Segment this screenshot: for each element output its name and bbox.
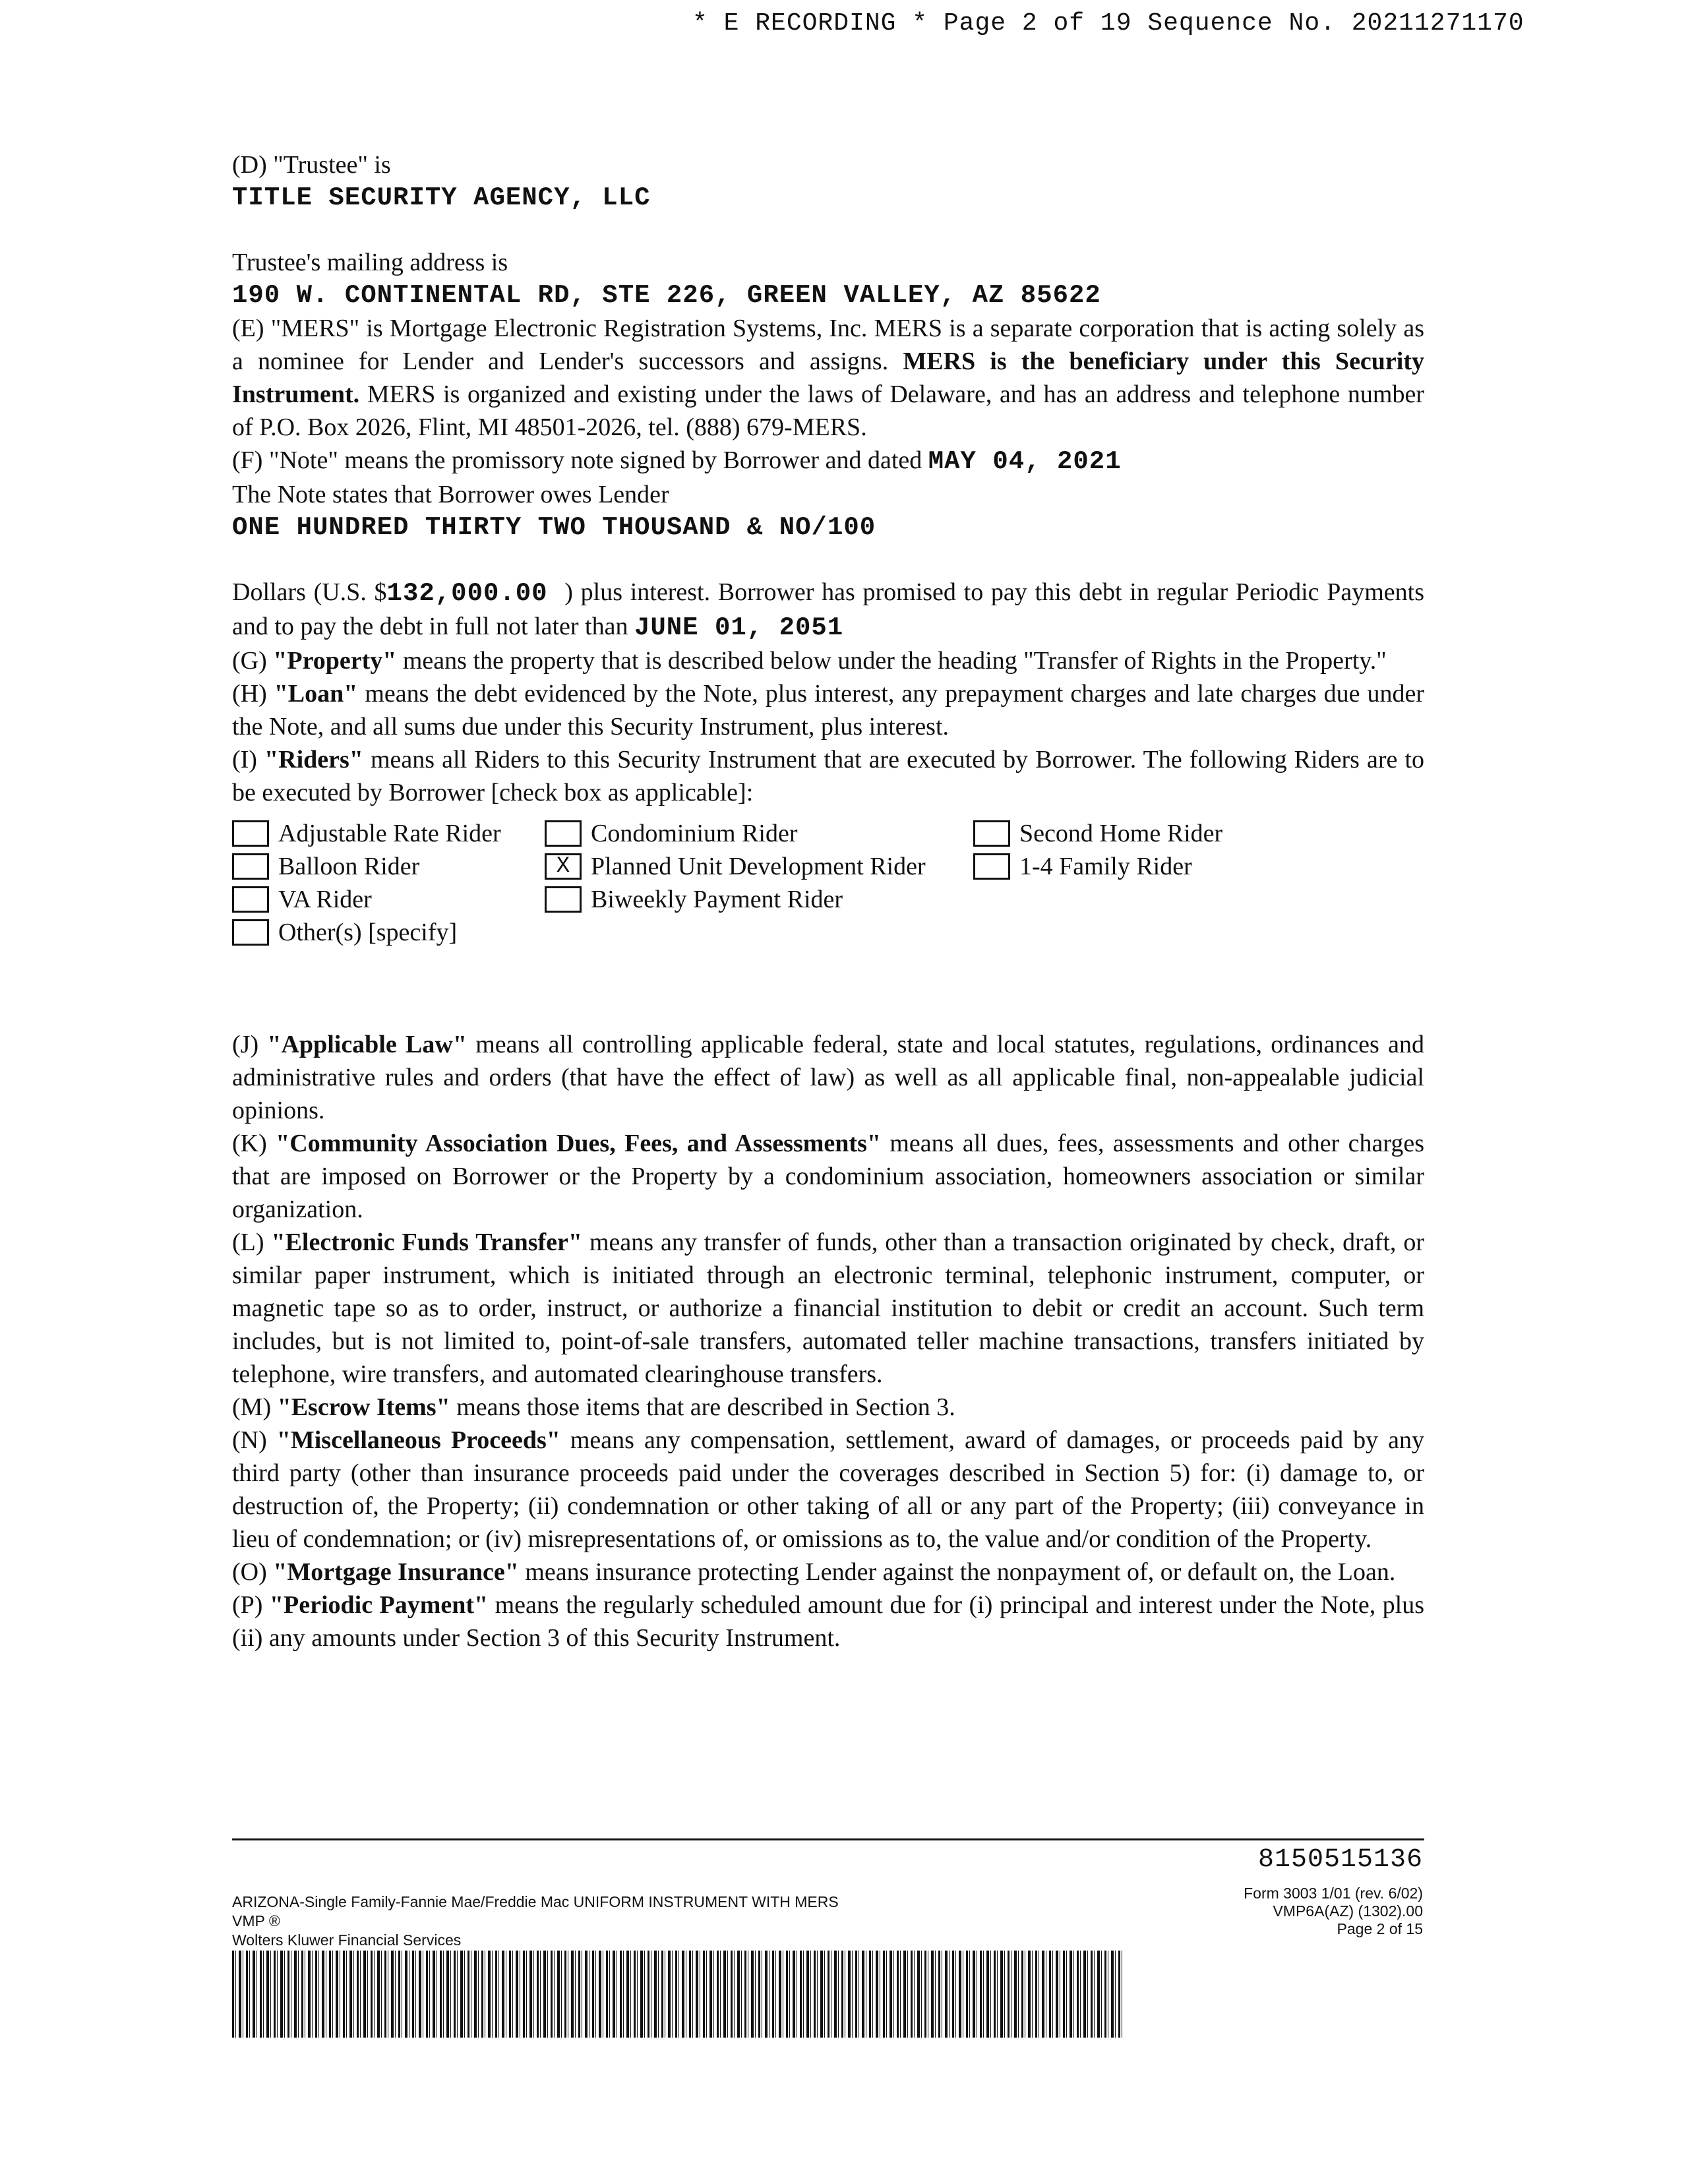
definition-electronic-funds: (L) "Electronic Funds Transfer" means any transfer of funds, other than a transaction originated by check, draft, or similar paper instrument, which is initiated through an electronic terminal, telephonic instrument, computer, or magnetic tape so as to order, instruct, or authorize a financial institution to debit or credit an account. Such term includes, but is not limited to, point-of-sale transfers, automated teller machine transactions, transfers initiated by telephone, wire transfers, and automated clearinghouse transfers. <box>232 1228 1424 1388</box>
rider-checkbox[interactable] <box>973 853 1010 880</box>
document-body <box>232 148 1424 1654</box>
definition-applicable-law: (J) "Applicable Law" means all controlling applicable federal, state and local statutes, regulations, ordinances and administrative rules and orders (that have the effect of law) as well as all applicable final, non-appealable judicial opinions. <box>232 1031 1424 1124</box>
footer-instrument-title: ARIZONA-Single Family-Fannie Mae/Freddie Mac UNIFORM INSTRUMENT WITH MERS <box>232 1893 839 1910</box>
footer-vmp-logo: VMP ® <box>232 1912 280 1929</box>
definition-loan: (H) "Loan" means the debt evidenced by the Note, plus interest, any prepayment charges and late charges due under the Note, and all sums due under this Security Instrument, plus interest. <box>232 680 1424 741</box>
rider-checkbox[interactable] <box>545 820 582 847</box>
footer-publisher: Wolters Kluwer Financial Services <box>232 1931 462 1949</box>
definition-riders: (I) "Riders" means all Riders to this Security Instrument that are executed by Borrower. The following Riders are to be executed by Borrower [check box as applicable]: <box>232 746 1424 806</box>
definition-misc-proceeds: (N) "Miscellaneous Proceeds" means any compensation, settlement, award of damages, or proceeds paid by any third party (other than insurance proceeds paid under the coverages described in Section 5) for: (i) damage to, or destruction of, the Property; (ii) condemnation or other taking of all or any part of the Property; (iii) conveyance in lieu of condemnation; or (iv) misrepresentations of, or omissions as to, the value and/or condition of the Property. <box>232 1426 1424 1553</box>
note-amount: 132,000.00 <box>386 579 548 608</box>
rider-adjustable-rate: Adjustable Rate Rider <box>232 817 501 850</box>
rider-va: VA Rider <box>232 883 372 916</box>
rider-others: Other(s) [specify] <box>232 916 457 949</box>
mers-tail: MERS is organized and existing under the laws of Delaware, and has an address and telephone number of P.O. Box 2026, Flint, MI 48501-2026, tel. (888) 679-MERS. <box>232 380 1425 441</box>
note-date: MAY 04, 2021 <box>928 447 1122 476</box>
note-dollars-lead: Dollars (U.S. $ <box>232 578 387 606</box>
trustee-address-label: Trustee's mailing address is <box>232 249 508 276</box>
rider-checkbox[interactable] <box>232 919 269 946</box>
rider-checkbox[interactable] <box>973 820 1010 847</box>
footer-vmp-code: VMP6A(AZ) (1302).00 <box>1273 1902 1423 1920</box>
note-dollars-tail: ) plus interest. Borrower has promised to pay this debt in regular Periodic Payments and to pay the debt in full not later than <box>232 578 1425 640</box>
rider-1-4-family: 1-4 Family Rider <box>973 850 1192 883</box>
loan-number: 8150515136 <box>1257 1845 1423 1875</box>
definition-note <box>232 444 1424 478</box>
trustee-heading: (D) "Trustee" is <box>232 151 391 179</box>
definition-property: (G) "Property" means the property that is described below under the heading "Transfer of Rights in the Property." <box>232 647 1387 675</box>
rider-checkbox[interactable] <box>232 886 269 913</box>
footer-form-number <box>1244 1885 1423 1938</box>
rider-checkbox[interactable] <box>232 820 269 847</box>
footer-page-number: Page 2 of 15 <box>1337 1920 1423 1937</box>
barcode <box>232 1951 1122 2038</box>
trustee-name: TITLE SECURITY AGENCY, LLC <box>232 183 651 212</box>
rider-balloon: Balloon Rider <box>232 850 419 883</box>
rider-biweekly-payment: Biweekly Payment Rider <box>545 883 843 916</box>
rider-planned-unit-development: X Planned Unit Development Rider <box>545 850 926 883</box>
rider-checkbox[interactable] <box>545 886 582 913</box>
note-lead: (F) "Note" means the promissory note signed by Borrower and dated <box>232 446 922 474</box>
definition-community-dues: (K) "Community Association Dues, Fees, and Assessments" means all dues, fees, assessments and other charges that are imposed on Borrower or the Property by a condominium association, homeowners association or similar organization. <box>232 1130 1424 1223</box>
rider-second-home: Second Home Rider <box>973 817 1222 850</box>
definition-escrow-items: (M) "Escrow Items" means those items that are described in Section 3. <box>232 1393 955 1421</box>
mers-bold: MERS is the beneficiary under this Security Instrument. <box>232 348 1425 408</box>
mers-lead: (E) "MERS" is Mortgage Electronic Registration Systems, Inc. MERS is a separate corporation that is acting solely as a nominee for Lender and Lender's successors and assigns. <box>232 315 1424 375</box>
note-owes: The Note states that Borrower owes Lender <box>232 481 669 508</box>
note-amount-words: ONE HUNDRED THIRTY TWO THOUSAND & NO/100 <box>232 513 876 542</box>
rider-checkbox[interactable] <box>232 853 269 880</box>
footer-divider <box>232 1838 1424 1840</box>
note-dollars <box>232 576 1424 644</box>
footer-form-id: Form 3003 1/01 (rev. 6/02) <box>1244 1885 1423 1902</box>
definition-mortgage-insurance: (O) "Mortgage Insurance" means insurance protecting Lender against the nonpayment of, or default on, the Loan. <box>232 1558 1396 1586</box>
rider-checkbox-checked[interactable]: X <box>545 853 582 880</box>
definition-mers <box>232 312 1424 444</box>
riders-checklist <box>232 817 1424 969</box>
definition-periodic-payment: (P) "Periodic Payment" means the regularly scheduled amount due for (i) principal and interest under the Note, plus (ii) any amounts under Section 3 of this Security Instrument. <box>232 1591 1424 1652</box>
recording-header: * E RECORDING * Page 2 of 19 Sequence No. 20211271170 <box>692 9 1524 38</box>
rider-condominium: Condominium Rider <box>545 817 798 850</box>
note-maturity: JUNE 01, 2051 <box>634 613 844 642</box>
footer-form-info <box>232 1893 839 1950</box>
trustee-address: 190 W. CONTINENTAL RD, STE 226, GREEN VALLEY, AZ 85622 <box>232 281 1101 310</box>
